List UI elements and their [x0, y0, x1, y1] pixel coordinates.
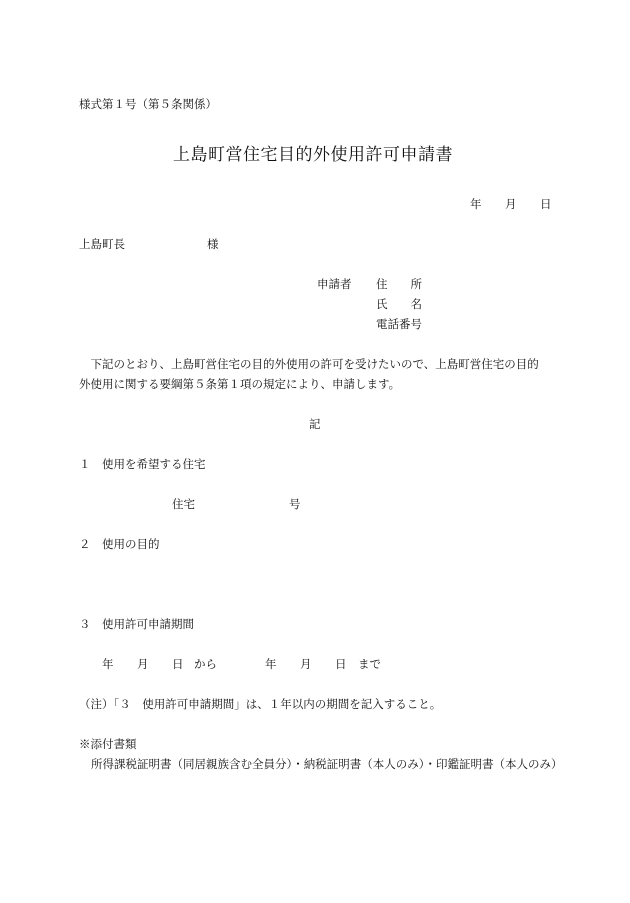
to-word: まで	[358, 657, 381, 671]
housing-number-label: 号	[289, 497, 301, 511]
applicant-phone-label: 電話番号	[376, 317, 422, 331]
applicant-name-label: 氏 名	[376, 297, 422, 311]
applicant-label: 申請者	[317, 277, 352, 291]
form-number: 様式第１号（第５条関係）	[79, 97, 217, 111]
item-1-heading: １ 使用を希望する住宅	[79, 457, 206, 471]
item-2-heading: ２ 使用の目的	[79, 537, 160, 551]
housing-label: 住宅	[172, 497, 195, 511]
ki-heading: 記	[309, 417, 321, 431]
attachments-text: 所得課税証明書（同居親族含む全員分）・納税証明書（本人のみ）・印鑑証明書（本人のみ）	[91, 757, 563, 771]
note-text: （注）「３ 使用許可申請期間」は、１年以内の期間を記入すること。	[79, 697, 442, 711]
body-text-line-2: 外使用に関する要綱第５条第１項の規定により、申請します。	[79, 377, 401, 391]
date-month: 月	[505, 197, 517, 211]
applicant-address-label: 住 所	[376, 277, 422, 291]
addressee-honorific: 様	[207, 237, 219, 251]
to-year: 年	[265, 657, 277, 671]
from-year: 年	[102, 657, 114, 671]
attachments-heading: ※添付書類	[79, 737, 137, 751]
to-month: 月	[300, 657, 312, 671]
page-title: 上島町営住宅目的外使用許可申請書	[173, 145, 453, 165]
from-day: 日	[172, 657, 184, 671]
addressee-name: 上島町長	[79, 237, 125, 251]
date-day: 日	[540, 197, 552, 211]
from-word: から	[194, 657, 217, 671]
body-text-line-1: 下記のとおり、上島町営住宅の目的外使用の許可を受けたいので、上島町営住宅の目的	[79, 357, 539, 371]
item-3-heading: ３ 使用許可申請期間	[79, 617, 194, 631]
date-year: 年	[470, 197, 482, 211]
to-day: 日	[335, 657, 347, 671]
from-month: 月	[137, 657, 149, 671]
